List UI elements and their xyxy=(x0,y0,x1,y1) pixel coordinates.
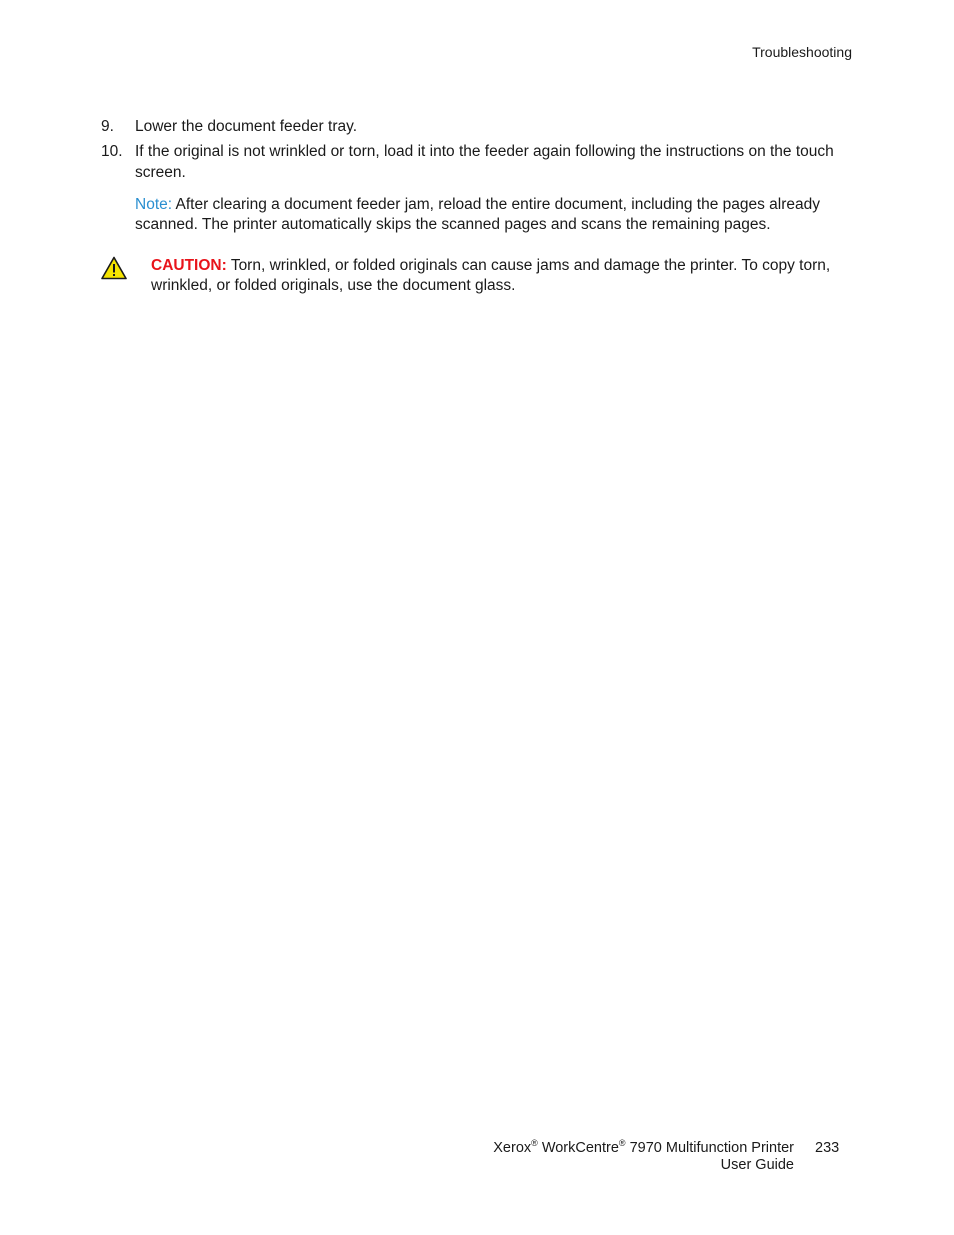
note-block xyxy=(135,195,865,235)
caution-text: Torn, wrinkled, or folded originals can cause jams and damage the printer. To copy torn, wrinkled, or folded originals, use the document glass. xyxy=(151,257,831,294)
warning-triangle-icon xyxy=(101,256,127,280)
registered-mark: ® xyxy=(618,1138,626,1149)
step-number: 10. xyxy=(101,143,123,160)
footer-guide: User Guide xyxy=(720,1157,794,1173)
footer-product: WorkCentre xyxy=(541,1140,619,1156)
list-item-step-9 xyxy=(101,116,861,137)
note-label: Note: xyxy=(135,196,173,213)
step-text: Lower the document feeder tray. xyxy=(135,118,358,135)
running-header: Troubleshooting xyxy=(752,44,852,60)
caution-block xyxy=(101,256,871,296)
step-text: If the original is not wrinkled or torn, load it into the feeder again following the instructions on the touch screen. xyxy=(135,143,834,181)
caution-text-wrapper xyxy=(151,256,871,296)
footer-brand: Xerox xyxy=(493,1140,532,1156)
page-number: 233 xyxy=(815,1140,840,1156)
note-text: After clearing a document feeder jam, reload the entire document, including the pages already scanned. The printer automatically skips the scanned pages and scans the remaining pages. xyxy=(135,196,821,233)
footer-product-line xyxy=(493,1140,794,1157)
caution-label: CAUTION: xyxy=(151,257,227,274)
registered-mark: ® xyxy=(531,1138,538,1149)
step-number: 9. xyxy=(101,118,114,135)
list-item-step-10 xyxy=(101,141,861,183)
footer-title xyxy=(493,1140,794,1174)
footer-model: 7970 Multifunction Printer xyxy=(629,1140,794,1156)
